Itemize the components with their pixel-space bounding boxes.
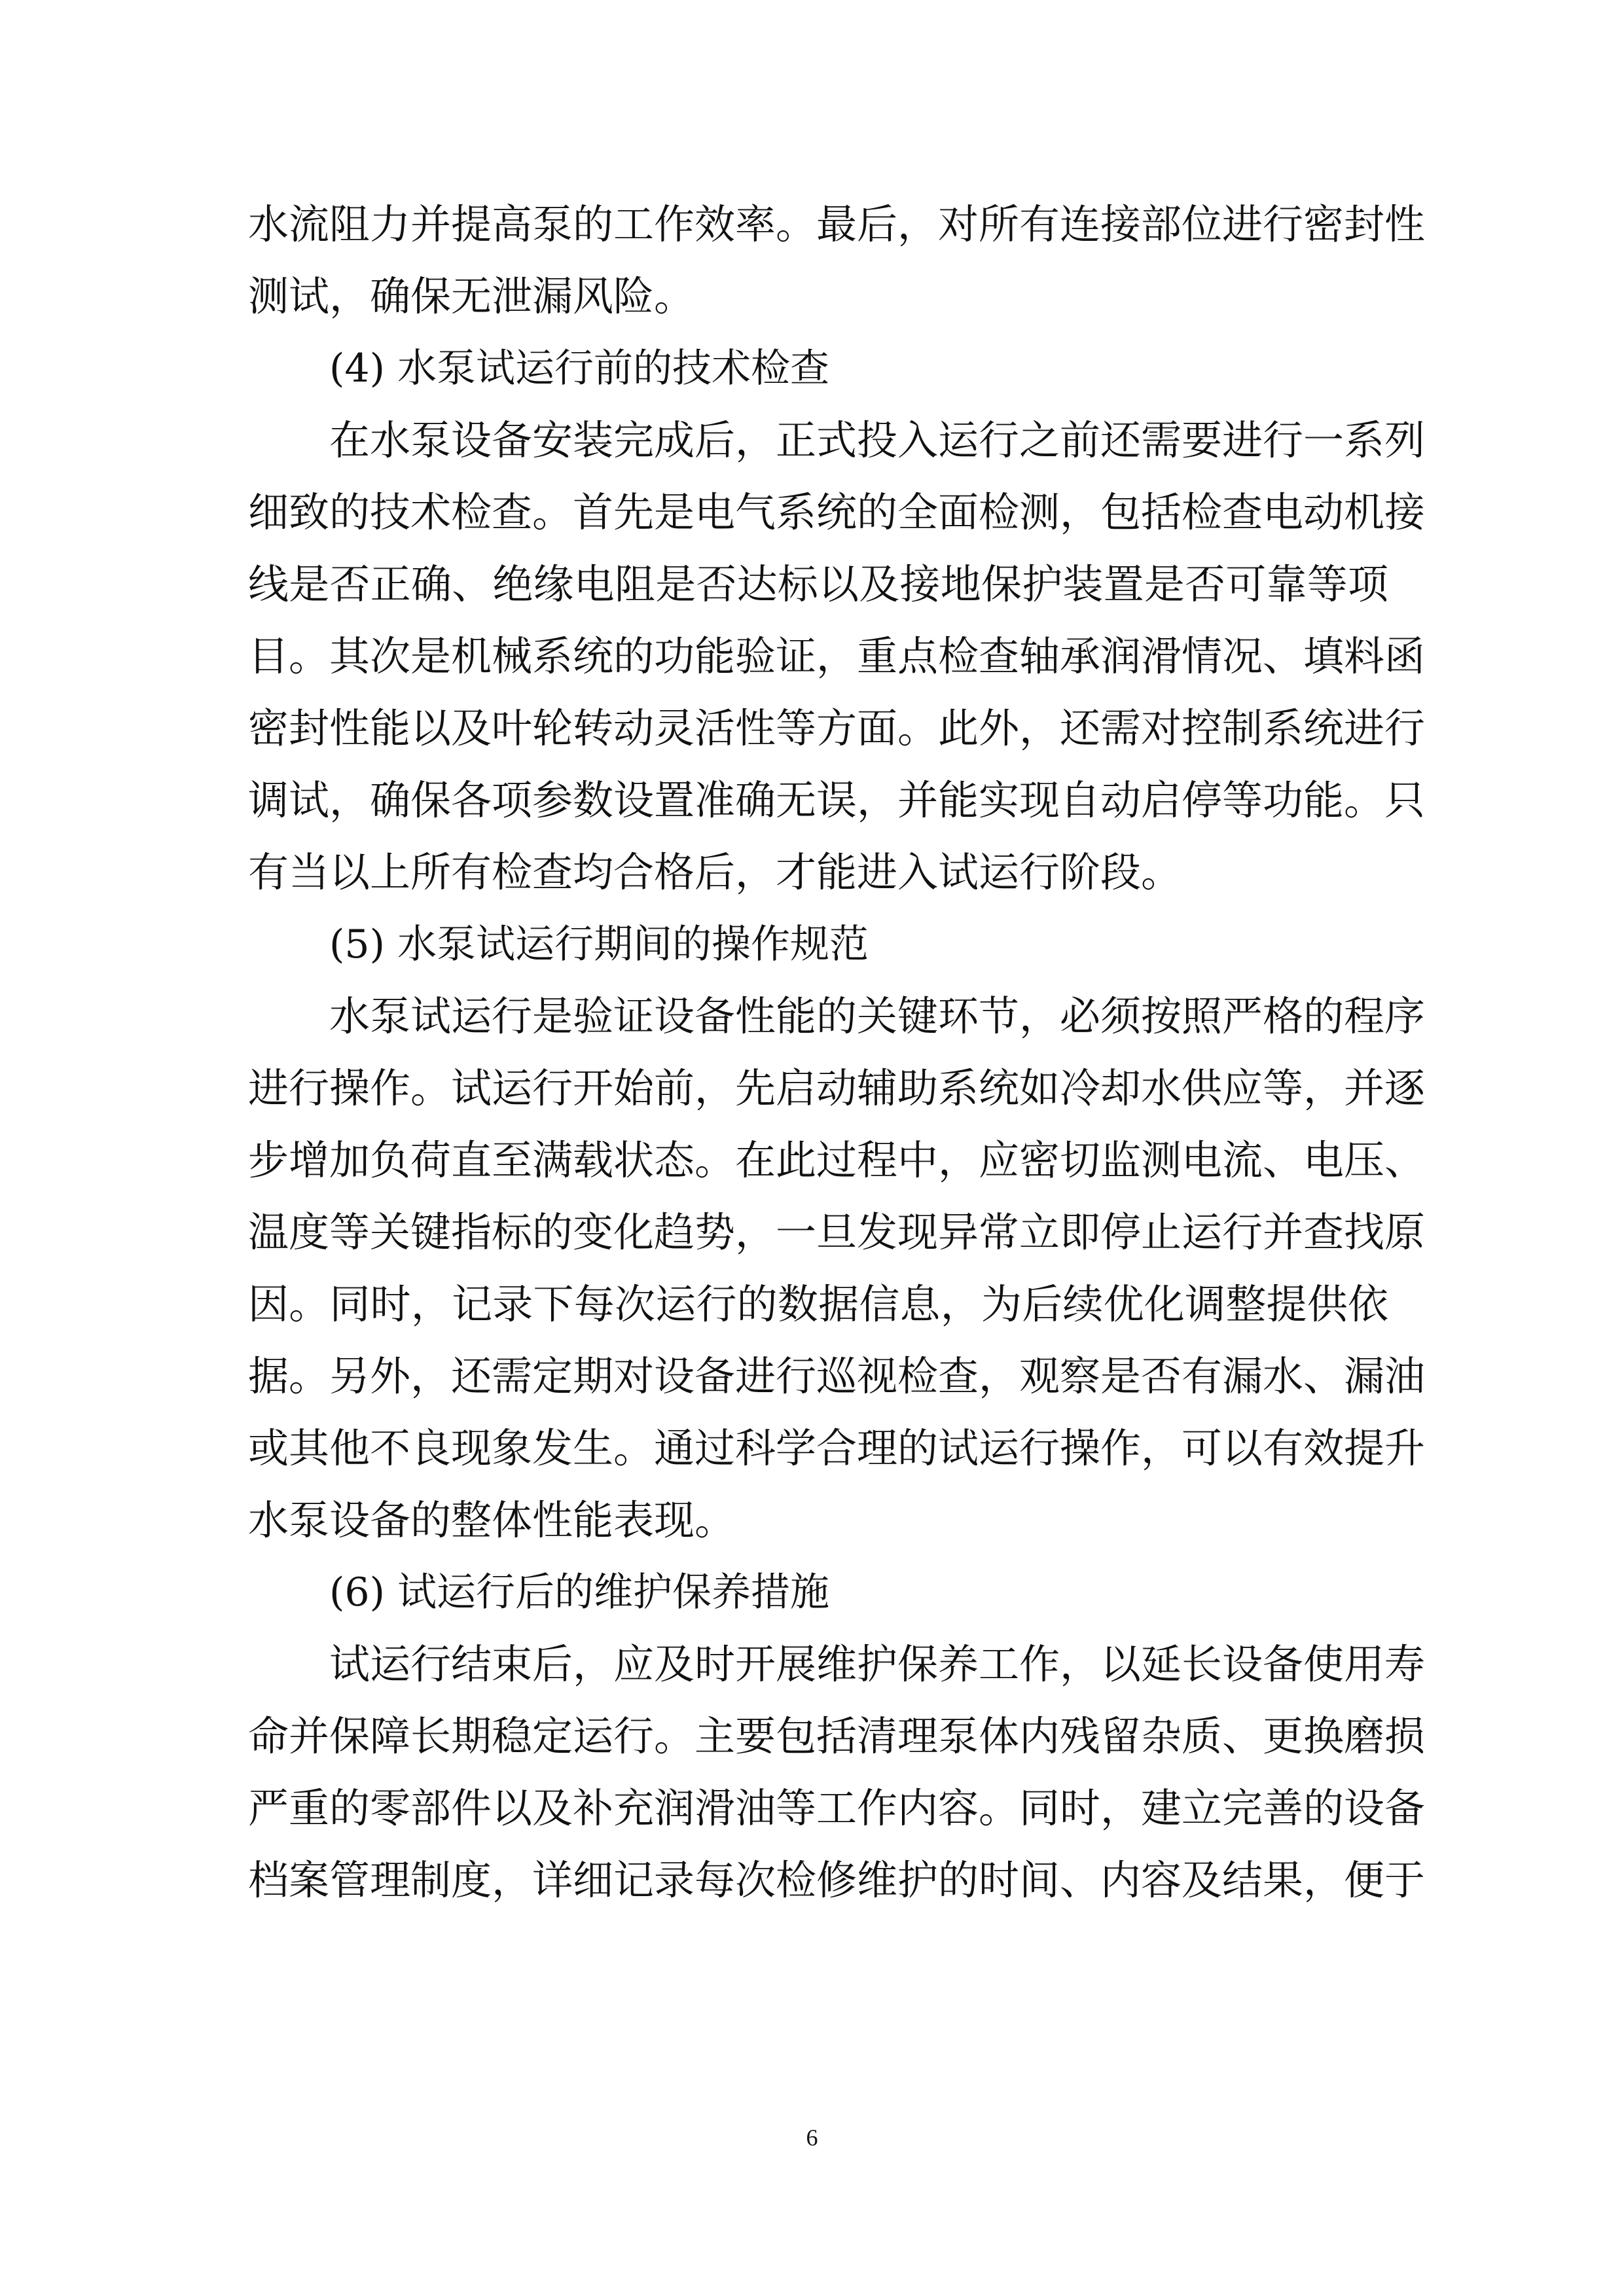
text-line: 线是否正确、绝缘电阻是否达标以及接地保护装置是否可靠等项 [248,560,1388,608]
text-line: 调试，确保各项参数设置准确无误，并能实现自动启停等功能。只 [248,776,1426,824]
section-heading: (6) 试运行后的维护保养措施 [329,1570,830,1615]
text-line: 有当以上所有检查均合格后，才能进入试运行阶段。 [248,848,1182,896]
paragraph [248,188,1426,332]
text-line: 温度等关键指标的变化趋势，一旦发现异常立即停止运行并查找原 [248,1208,1426,1256]
section-heading: (4) 水泵试运行前的技术检查 [329,346,830,391]
text-line: 水泵试运行是验证设备性能的关键环节，必须按照严格的程序 [329,992,1426,1040]
text-line: 命并保障长期稳定运行。主要包括清理泵体内残留杂质、更换磨损 [248,1712,1426,1760]
text-line: 水泵设备的整体性能表现。 [248,1496,736,1544]
text-line: 在水泵设备安装完成后，正式投入运行之前还需要进行一系列 [329,416,1426,464]
text-line: 进行操作。试运行开始前，先启动辅助系统如冷却水供应等，并逐 [248,1064,1426,1112]
text-line: 因。同时，记录下每次运行的数据信息，为后续优化调整提供依 [248,1280,1388,1328]
text-line: 或其他不良现象发生。通过科学合理的试运行操作，可以有效提升 [248,1424,1426,1472]
text-line: 测试，确保无泄漏风险。 [248,272,695,320]
text-line: 试运行结束后，应及时开展维护保养工作，以延长设备使用寿 [329,1640,1426,1688]
text-line: 水流阻力并提高泵的工作效率。最后，对所有连接部位进行密封性 [248,200,1426,248]
paragraph [248,980,1426,1556]
section-heading: (5) 水泵试运行期间的操作规范 [329,922,869,967]
text-line: 档案管理制度，详细记录每次检修维护的时间、内容及结果，便于 [248,1856,1426,1904]
text-line: 目。其次是机械系统的功能验证，重点检查轴承润滑情况、填料函 [248,632,1426,680]
text-line: 严重的零部件以及补充润滑油等工作内容。同时，建立完善的设备 [248,1784,1426,1832]
paragraph [248,404,1426,908]
text-line: 步增加负荷直至满载状态。在此过程中，应密切监测电流、电压、 [248,1136,1426,1184]
page-number: 6 [806,2125,818,2151]
paragraph [248,1628,1426,1916]
text-line: 密封性能以及叶轮转动灵活性等方面。此外，还需对控制系统进行 [248,704,1426,752]
text-line: 据。另外，还需定期对设备进行巡视检查，观察是否有漏水、漏油 [248,1352,1426,1400]
document-body [248,188,1426,1916]
text-line: 细致的技术检查。首先是电气系统的全面检测，包括检查电动机接 [248,488,1426,536]
